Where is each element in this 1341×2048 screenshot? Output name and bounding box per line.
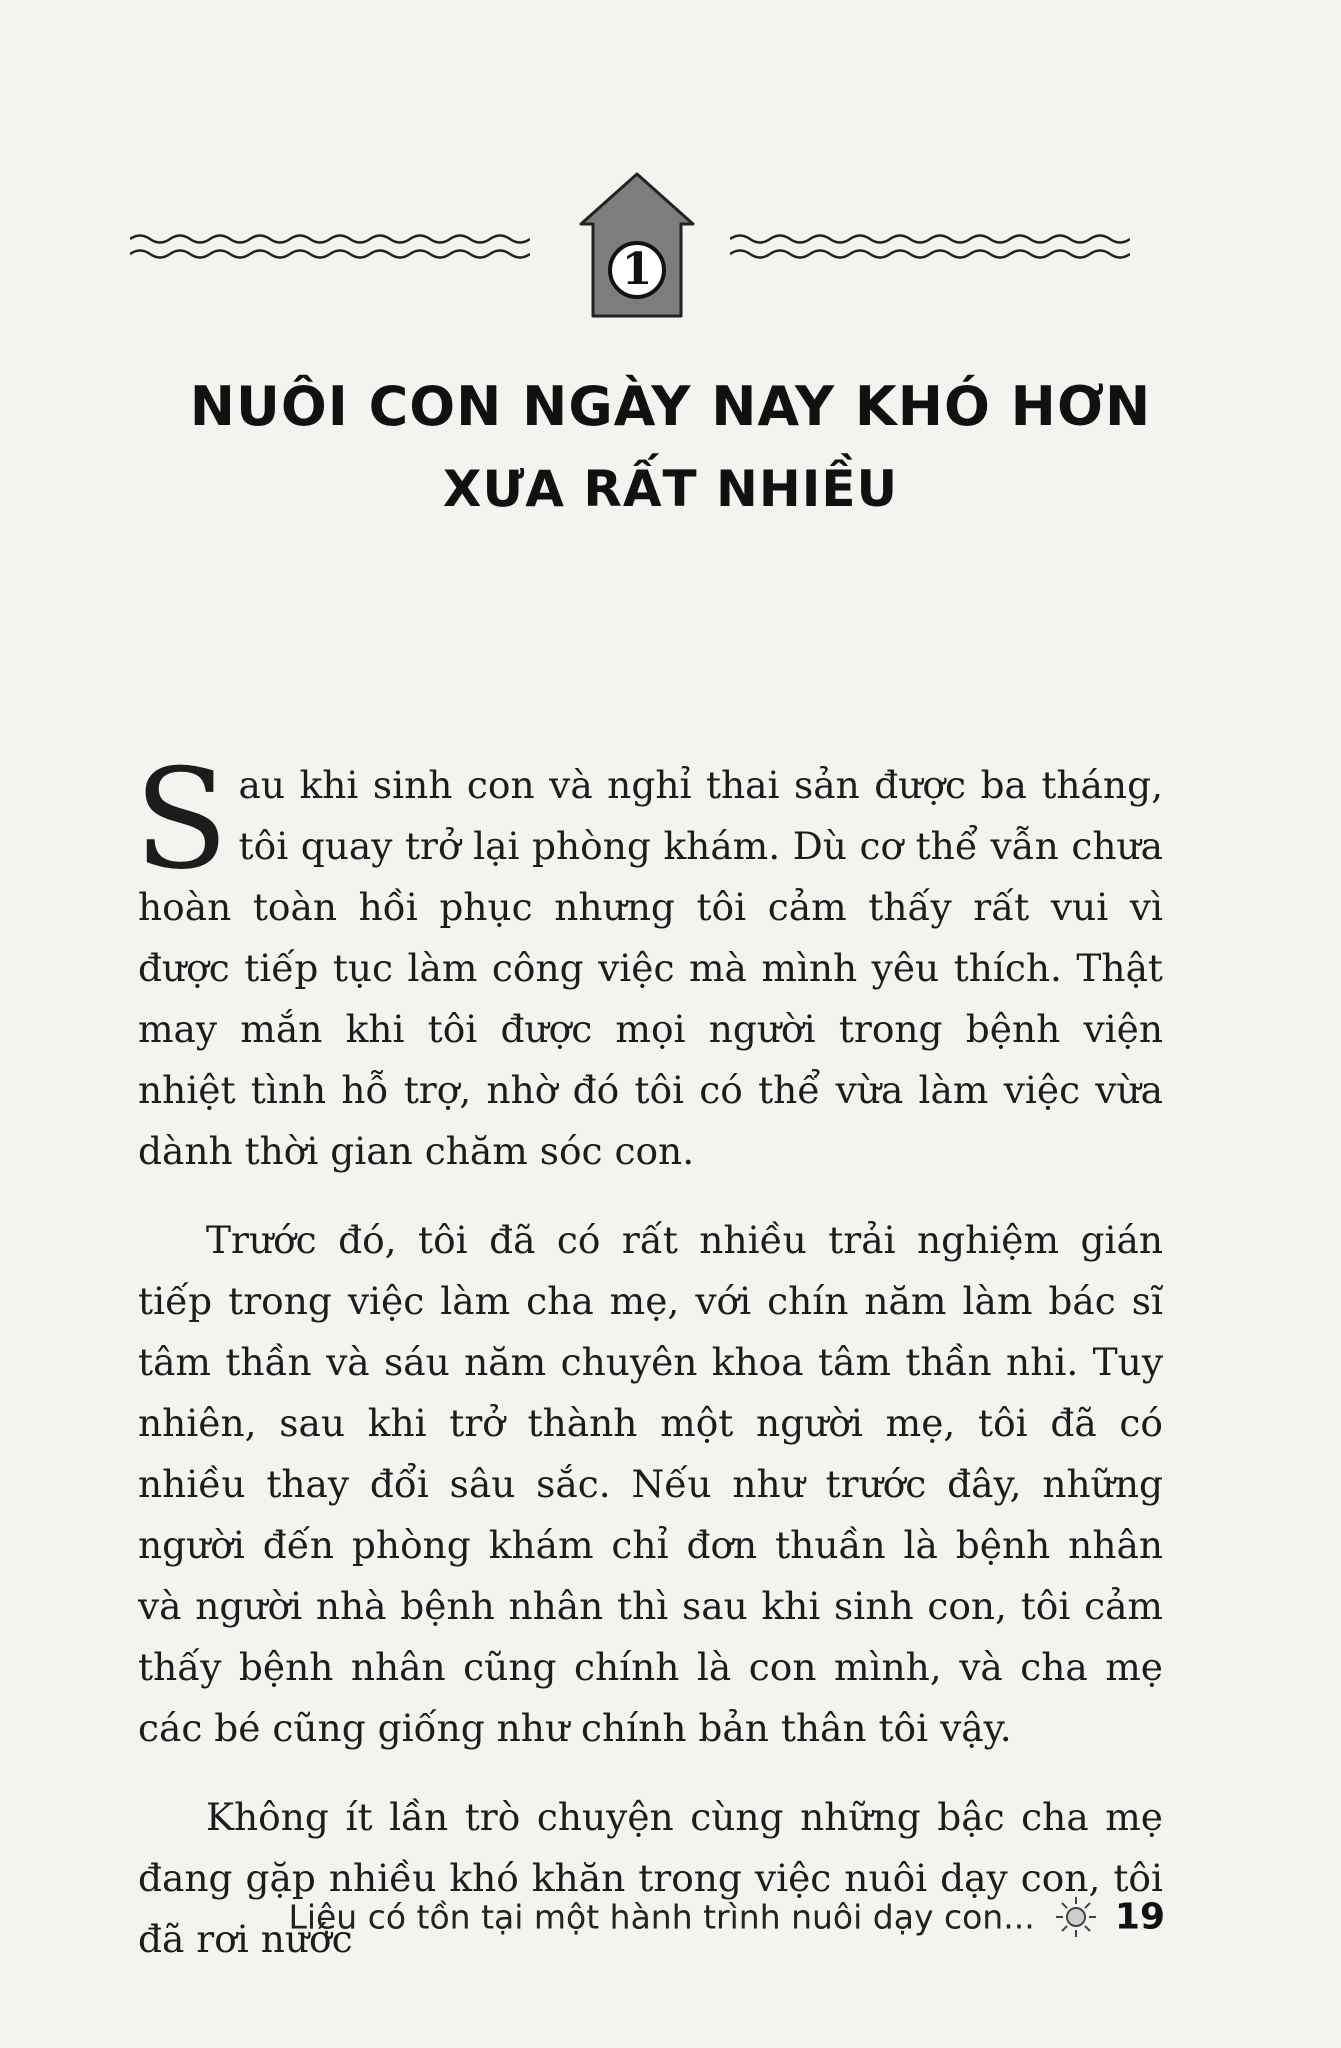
sun-ornament-icon [1054,1895,1098,1939]
running-head: Liệu có tồn tại một hành trình nuôi dạy con... [288,1897,1035,1937]
right-wave-ornament [730,230,1130,266]
paragraph-1 [134,739,1163,1182]
page-footer [0,1895,1165,1955]
chapter-number-house-icon [577,170,697,320]
paragraph-2: Trước đó, tôi đã có rất nhiều trải nghiệm gián tiếp trong việc làm cha mẹ, với chín năm làm bác sĩ tâm thần và sáu năm chuyên khoa tâm thần nhi. Tuy nhiên, sau khi trở thành một người mẹ, tôi đã có nhiều thay đổi sâu sắc. Nếu như trước đây, những người đến phòng khám chỉ đơn thuần là bệnh nhân và người nhà bệnh nhân thì sau khi sinh con, tôi cảm thấy bệnh nhân cũng chính là con mình, và cha mẹ các bé cũng giống như chính bản thân tôi vậy. [138,1218,1163,1750]
paragraph-3: Không ít lần trò chuyện cùng những bậc cha mẹ đang gặp nhiều khó khăn trong việc nuôi dạy con, tôi đã rơi nước [138,1795,1163,1961]
body-text [134,739,1163,1998]
chapter-title-line-1: NUÔI CON NGÀY NAY KHÓ HƠN [189,375,1152,438]
left-wave-ornament [130,230,530,266]
paragraph-1-text: au khi sinh con và nghỉ thai sản được ba tháng, tôi quay trở lại phòng khám. Dù cơ thể vẫn chưa hoàn toàn hồi phục nhưng tôi cảm thấy rất vui vì được tiếp tục làm công việc mà mình yêu thích. Thật may mắn khi tôi được mọi người trong bệnh viện nhiệt tình hỗ trợ, nhờ đó tôi có thể vừa làm việc vừa dành thời gian chăm sóc con. [138,763,1163,1173]
page-number: 19 [1114,1896,1165,1938]
chapter-title-line-2: XƯA RẤT NHIỀU [442,460,899,518]
chapter-header [130,170,1170,330]
chapter-number: 1 [621,244,653,295]
drop-cap: S [134,739,229,900]
